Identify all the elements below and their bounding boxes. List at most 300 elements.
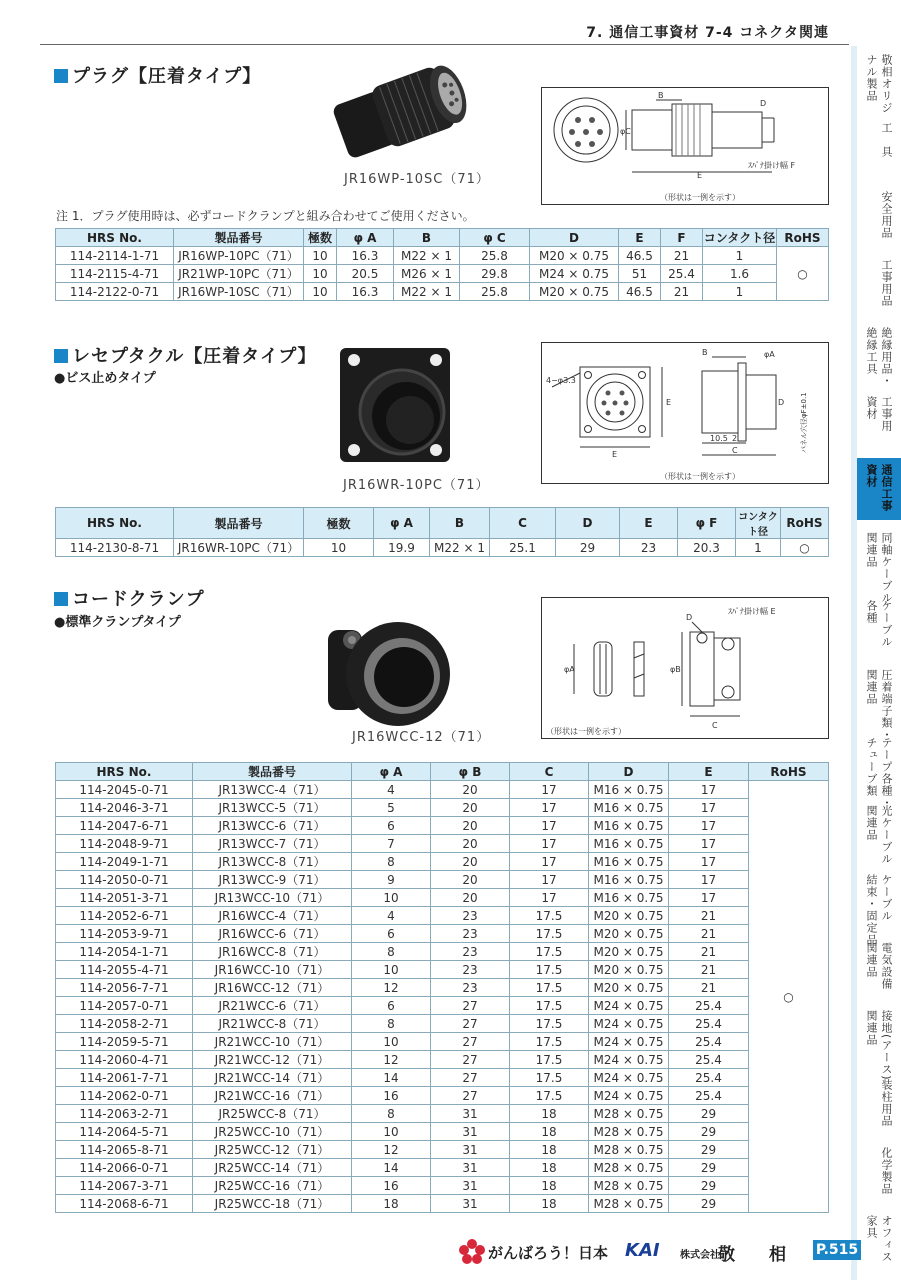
sidebar-item-label: 関連品 — [865, 532, 878, 569]
table-cell: 1.6 — [703, 265, 777, 283]
table-cell: M22 × 1 — [394, 247, 460, 265]
col-c: C — [510, 763, 589, 781]
table-cell: JR25WCC-12（71） — [193, 1141, 352, 1159]
table-row — [56, 1015, 829, 1033]
sidebar-item-label: 敬相オリジ — [880, 54, 893, 114]
sidebar-item-label: 電気設備 — [880, 941, 893, 990]
sidebar-item[interactable] — [855, 54, 899, 114]
col-product-no: 製品番号 — [193, 763, 352, 781]
svg-text:C: C — [712, 721, 718, 730]
sidebar-item-label: オフィス — [880, 1215, 893, 1264]
clamp-photo-caption: JR16WCC-12（71） — [352, 730, 491, 745]
table-cell: 4 — [352, 781, 431, 799]
sidebar-item-label: 結束・固定品 — [865, 873, 878, 946]
table-cell: JR13WCC-10（71） — [193, 889, 352, 907]
table-row — [56, 1141, 829, 1159]
table-cell: 114-2048-9-71 — [56, 835, 193, 853]
table-cell: 114-2053-9-71 — [56, 925, 193, 943]
sidebar-item-label: テープ各種・ — [880, 737, 893, 809]
table-row — [56, 925, 829, 943]
table-cell: 17 — [669, 817, 749, 835]
table-cell: JR21WP-10PC（71） — [174, 265, 304, 283]
table-cell: 114-2052-6-71 — [56, 907, 193, 925]
col-product-no: 製品番号 — [174, 229, 304, 247]
sidebar-item-label: 絶縁工具 — [865, 327, 878, 376]
table-row — [56, 961, 829, 979]
table-cell: M16 × 0.75 — [589, 871, 669, 889]
rohs-cell: ○ — [777, 247, 829, 301]
table-cell: JR13WCC-4（71） — [193, 781, 352, 799]
svg-text:B: B — [658, 91, 664, 100]
col-e: E — [669, 763, 749, 781]
table-cell: 17.5 — [510, 1015, 589, 1033]
table-cell: 27 — [431, 1015, 510, 1033]
table-cell: JR16WCC-6（71） — [193, 925, 352, 943]
table-cell: M28 × 0.75 — [589, 1177, 669, 1195]
category-sidebar — [851, 46, 901, 1280]
sidebar-item[interactable] — [855, 259, 899, 319]
table-cell: 9 — [352, 871, 431, 889]
table-cell: 27 — [431, 1087, 510, 1105]
svg-text:10.5: 10.5 — [710, 434, 728, 443]
sidebar-item-label: ケーブル — [880, 873, 893, 922]
cherry-blossom-icon — [458, 1238, 486, 1266]
col-rohs: RoHS — [749, 763, 829, 781]
receptacle-shape-note: （形状は一例を示す） — [660, 472, 740, 481]
table-cell: M16 × 0.75 — [589, 835, 669, 853]
sidebar-item-label: 関連品 — [865, 941, 878, 978]
sidebar-item[interactable] — [855, 1010, 899, 1081]
sidebar-item-label: 光ケーブル — [880, 805, 893, 866]
table-cell: JR21WCC-12（71） — [193, 1051, 352, 1069]
sidebar-item-label: 通信工事 — [880, 463, 893, 512]
table-cell: M24 × 0.75 — [589, 1087, 669, 1105]
table-cell: 17.5 — [510, 1069, 589, 1087]
table-cell: 17.5 — [510, 1051, 589, 1069]
svg-text:E: E — [666, 398, 672, 407]
table-cell: JR21WCC-14（71） — [193, 1069, 352, 1087]
table-cell: 20 — [431, 871, 510, 889]
table-cell: JR13WCC-6（71） — [193, 817, 352, 835]
table-cell: 12 — [352, 979, 431, 997]
table-cell: 51 — [619, 265, 661, 283]
table-cell: 20 — [431, 781, 510, 799]
col-rohs: RoHS — [777, 229, 829, 247]
table-cell: M22 × 1 — [394, 283, 460, 301]
table-cell: 114-2065-8-71 — [56, 1141, 193, 1159]
sidebar-item[interactable] — [855, 122, 899, 182]
sidebar-item-label: 同軸ケーブル — [880, 532, 893, 605]
table-cell: 17 — [510, 799, 589, 817]
table-cell: JR16WR-10PC（71） — [174, 539, 304, 557]
table-row — [56, 889, 829, 907]
sidebar-item-label: 各種 — [865, 600, 878, 625]
table-cell: M16 × 0.75 — [589, 853, 669, 871]
table-cell: M16 × 0.75 — [589, 781, 669, 799]
table-cell: 114-2059-5-71 — [56, 1033, 193, 1051]
table-cell: 114-2058-2-71 — [56, 1015, 193, 1033]
table-cell: 114-2047-6-71 — [56, 817, 193, 835]
table-cell: JR13WCC-9（71） — [193, 871, 352, 889]
table-cell: M24 × 0.75 — [589, 1015, 669, 1033]
plug-dimension-diagram — [541, 87, 829, 205]
table-cell: JR25WCC-14（71） — [193, 1159, 352, 1177]
col-d: D — [589, 763, 669, 781]
table-cell: 16.3 — [337, 283, 394, 301]
sidebar-item[interactable] — [855, 396, 899, 456]
col-phi-a: φ A — [337, 229, 394, 247]
table-cell: 25.4 — [669, 997, 749, 1015]
table-cell: 20.3 — [678, 539, 736, 557]
sidebar-item-label: 圧着端子類・ — [880, 668, 893, 741]
table-cell: 18 — [352, 1195, 431, 1213]
table-cell: JR13WCC-7（71） — [193, 835, 352, 853]
table-cell: 8 — [352, 1015, 431, 1033]
svg-text:D: D — [760, 99, 767, 108]
col-rohs: RoHS — [781, 508, 829, 539]
table-cell: 114-2051-3-71 — [56, 889, 193, 907]
receptacle-photo-caption: JR16WR-10PC（71） — [343, 478, 490, 493]
table-cell: 29 — [669, 1195, 749, 1213]
plug-spec-table — [55, 228, 829, 301]
table-cell: 17 — [669, 871, 749, 889]
table-cell: 114-2063-2-71 — [56, 1105, 193, 1123]
table-row — [56, 835, 829, 853]
sidebar-item[interactable] — [855, 327, 899, 387]
square-bullet-icon — [54, 69, 68, 83]
table-cell: M24 × 0.75 — [589, 997, 669, 1015]
svg-text:C: C — [732, 446, 738, 455]
table-cell: 114-2062-0-71 — [56, 1087, 193, 1105]
clamp-table-header-row — [56, 763, 829, 781]
table-row — [56, 1159, 829, 1177]
col-poles: 極数 — [304, 229, 337, 247]
table-cell: 14 — [352, 1069, 431, 1087]
table-cell: M20 × 0.75 — [589, 925, 669, 943]
receptacle-photo — [330, 340, 460, 472]
plug-usage-note: 注 1．プラグ使用時は、必ずコードクランプと組み合わせてご使用ください。 — [56, 209, 475, 223]
table-cell: 17.5 — [510, 979, 589, 997]
table-row — [56, 817, 829, 835]
table-cell: 17 — [510, 853, 589, 871]
table-row — [56, 1177, 829, 1195]
table-row — [56, 1069, 829, 1087]
table-cell: 114-2055-4-71 — [56, 961, 193, 979]
table-cell: M28 × 0.75 — [589, 1123, 669, 1141]
col-poles: 極数 — [304, 508, 374, 539]
sidebar-item[interactable] — [855, 532, 899, 605]
table-cell: 12 — [352, 1141, 431, 1159]
table-row — [56, 283, 829, 301]
sidebar-item-label: 資材 — [865, 395, 878, 420]
table-cell: 114-2045-0-71 — [56, 781, 193, 799]
table-cell: 21 — [669, 979, 749, 997]
table-cell: 17 — [669, 889, 749, 907]
plug-drawing — [542, 88, 828, 204]
table-cell: 17 — [669, 799, 749, 817]
table-cell: M20 × 0.75 — [589, 943, 669, 961]
plug-table-header-row — [56, 229, 829, 247]
table-cell: JR21WCC-8（71） — [193, 1015, 352, 1033]
table-cell: 17 — [510, 781, 589, 799]
table-cell: 25.1 — [490, 539, 556, 557]
table-cell: 27 — [431, 1069, 510, 1087]
sidebar-item-label: チューブ類 — [865, 737, 878, 797]
sidebar-item-label: 化学製品 — [880, 1146, 893, 1195]
table-row — [56, 799, 829, 817]
table-cell: M20 × 0.75 — [589, 961, 669, 979]
table-cell: M16 × 0.75 — [589, 817, 669, 835]
table-cell: 6 — [352, 817, 431, 835]
table-cell: 25.8 — [460, 247, 530, 265]
table-cell: M28 × 0.75 — [589, 1105, 669, 1123]
table-cell: JR16WP-10SC（71） — [174, 283, 304, 301]
table-cell: 1 — [703, 283, 777, 301]
sidebar-item-label: 接地(アース) — [880, 1010, 893, 1081]
svg-text:φB: φB — [670, 665, 681, 674]
col-phi-f: φ F — [678, 508, 736, 539]
table-row — [56, 1123, 829, 1141]
table-cell: 114-2054-1-71 — [56, 943, 193, 961]
table-cell: 17.5 — [510, 1033, 589, 1051]
clamp-subtitle: ●標準クランプタイプ — [54, 615, 181, 630]
sidebar-item-label: 関連品 — [865, 668, 878, 705]
table-row — [56, 853, 829, 871]
receptacle-drawing — [542, 343, 828, 483]
table-cell: 14 — [352, 1159, 431, 1177]
col-c: C — [490, 508, 556, 539]
table-cell: JR21WCC-10（71） — [193, 1033, 352, 1051]
table-cell: 114-2066-0-71 — [56, 1159, 193, 1177]
table-cell: JR16WP-10PC（71） — [174, 247, 304, 265]
plug-photo — [320, 54, 480, 169]
clamp-spec-table — [55, 762, 829, 1213]
table-row — [56, 979, 829, 997]
table-cell: 20 — [431, 835, 510, 853]
table-cell: 6 — [352, 997, 431, 1015]
table-cell: 114-2050-0-71 — [56, 871, 193, 889]
sidebar-item-label: 工 具 — [880, 122, 893, 159]
table-cell: 10 — [352, 1033, 431, 1051]
table-cell: M20 × 0.75 — [530, 247, 619, 265]
table-cell: 10 — [304, 265, 337, 283]
page-number: P.515 — [813, 1240, 861, 1260]
table-cell: 17.5 — [510, 925, 589, 943]
table-row — [56, 1051, 829, 1069]
svg-text:D: D — [778, 398, 785, 407]
table-cell: 23 — [431, 907, 510, 925]
table-cell: 25.4 — [661, 265, 703, 283]
table-row — [56, 539, 829, 557]
table-row — [56, 247, 829, 265]
table-cell: 21 — [661, 247, 703, 265]
table-cell: 31 — [431, 1195, 510, 1213]
sidebar-item[interactable] — [855, 737, 899, 809]
sidebar-item[interactable] — [855, 1215, 899, 1275]
svg-text:ｽﾊﾟﾅ掛け幅 F: ｽﾊﾟﾅ掛け幅 F — [748, 161, 796, 170]
sidebar-item[interactable] — [855, 805, 899, 865]
table-cell: 12 — [352, 1051, 431, 1069]
plug-section-title: プラグ【圧着タイプ】 — [54, 62, 261, 88]
table-cell: 31 — [431, 1159, 510, 1177]
table-cell: M24 × 0.75 — [589, 1069, 669, 1087]
svg-text:パネル穴径φF±0.1: パネル穴径φF±0.1 — [800, 392, 808, 453]
table-cell: JR16WCC-12（71） — [193, 979, 352, 997]
table-cell: M28 × 0.75 — [589, 1195, 669, 1213]
svg-text:E: E — [612, 450, 618, 459]
sidebar-item[interactable] — [855, 191, 899, 251]
table-cell: ○ — [781, 539, 829, 557]
table-cell: 18 — [510, 1159, 589, 1177]
table-cell: 29 — [669, 1177, 749, 1195]
sidebar-item-label: 工事用 — [880, 395, 893, 432]
sidebar-item-label: ナル製品 — [865, 54, 878, 102]
table-cell: 7 — [352, 835, 431, 853]
table-cell: JR13WCC-5（71） — [193, 799, 352, 817]
table-cell: JR16WCC-4（71） — [193, 907, 352, 925]
table-cell: 10 — [304, 247, 337, 265]
table-cell: JR21WCC-16（71） — [193, 1087, 352, 1105]
table-cell: 17.5 — [510, 1087, 589, 1105]
table-cell: M28 × 0.75 — [589, 1159, 669, 1177]
table-cell: 114-2114-1-71 — [56, 247, 174, 265]
table-cell: JR21WCC-6（71） — [193, 997, 352, 1015]
table-cell: JR16WCC-8（71） — [193, 943, 352, 961]
table-cell: 114-2064-5-71 — [56, 1123, 193, 1141]
plug-photo-caption: JR16WP-10SC（71） — [344, 172, 490, 187]
table-cell: 25.8 — [460, 283, 530, 301]
table-cell: 29 — [669, 1105, 749, 1123]
receptacle-section-title: レセプタクル【圧着タイプ】 — [54, 342, 316, 368]
table-cell: 18 — [510, 1177, 589, 1195]
table-cell: 16.3 — [337, 247, 394, 265]
page-header-title: 7. 通信工事資材 7-4 コネクタ関連 — [586, 25, 829, 41]
table-cell: 25.4 — [669, 1069, 749, 1087]
table-cell: 23 — [431, 961, 510, 979]
table-cell: 25.4 — [669, 1051, 749, 1069]
col-phi-c: φ C — [460, 229, 530, 247]
table-cell: 29 — [669, 1141, 749, 1159]
table-cell: 5 — [352, 799, 431, 817]
table-cell: 8 — [352, 853, 431, 871]
brand-logo: KAI — [625, 1240, 660, 1261]
table-cell: 20 — [431, 799, 510, 817]
header-divider — [40, 44, 849, 45]
table-cell: 1 — [703, 247, 777, 265]
sidebar-item-label: ケーブル — [880, 600, 893, 649]
svg-text:4−φ3.3: 4−φ3.3 — [546, 376, 576, 385]
sidebar-item[interactable] — [855, 464, 899, 524]
company-prefix: 株式会社 — [680, 1250, 720, 1261]
square-bullet-icon — [54, 592, 68, 606]
table-row — [56, 1105, 829, 1123]
table-cell: 31 — [431, 1123, 510, 1141]
table-cell: 1 — [736, 539, 781, 557]
table-cell: 17 — [510, 817, 589, 835]
table-cell: 18 — [510, 1105, 589, 1123]
sidebar-item-label: 絶縁用品・ — [880, 327, 893, 388]
sidebar-item[interactable] — [855, 1147, 899, 1207]
table-cell: M20 × 0.75 — [589, 979, 669, 997]
col-e: E — [620, 508, 678, 539]
svg-text:D: D — [686, 613, 693, 622]
table-cell: 25.4 — [669, 1087, 749, 1105]
table-cell: 17 — [510, 835, 589, 853]
clamp-section-title: コードクランプ — [54, 585, 205, 611]
table-cell: 31 — [431, 1105, 510, 1123]
col-e: E — [619, 229, 661, 247]
table-cell: 27 — [431, 997, 510, 1015]
svg-text:ｽﾊﾟﾅ掛け幅 E: ｽﾊﾟﾅ掛け幅 E — [728, 607, 776, 616]
table-cell: 114-2049-1-71 — [56, 853, 193, 871]
table-row — [56, 997, 829, 1015]
table-cell: 114-2056-7-71 — [56, 979, 193, 997]
col-hrs-no: HRS No. — [56, 763, 193, 781]
table-cell: 17 — [510, 889, 589, 907]
plug-shape-note: （形状は一例を示す） — [660, 193, 740, 202]
rohs-cell: ○ — [749, 781, 829, 1213]
col-b: B — [430, 508, 490, 539]
clamp-shape-note: （形状は一例を示す） — [546, 727, 626, 736]
table-row — [56, 781, 829, 799]
table-cell: 21 — [669, 961, 749, 979]
table-row — [56, 1087, 829, 1105]
table-cell: 10 — [352, 889, 431, 907]
table-cell: 17 — [510, 871, 589, 889]
sidebar-item-label: 工事用品 — [880, 258, 893, 307]
sidebar-item-label: 安全用品 — [880, 190, 893, 239]
table-cell: M16 × 0.75 — [589, 799, 669, 817]
table-row — [56, 907, 829, 925]
table-cell: M24 × 0.75 — [589, 1033, 669, 1051]
table-cell: 114-2068-6-71 — [56, 1195, 193, 1213]
table-cell: JR25WCC-10（71） — [193, 1123, 352, 1141]
sidebar-item[interactable] — [855, 1079, 899, 1139]
table-cell: 10 — [304, 539, 374, 557]
table-cell: M24 × 0.75 — [530, 265, 619, 283]
clamp-drawing — [542, 598, 828, 738]
table-cell: 17 — [669, 853, 749, 871]
sidebar-item[interactable] — [855, 600, 899, 660]
svg-text:φA: φA — [564, 665, 575, 674]
table-cell: M26 × 1 — [394, 265, 460, 283]
table-cell: M28 × 0.75 — [589, 1141, 669, 1159]
table-row — [56, 1033, 829, 1051]
table-cell: 31 — [431, 1141, 510, 1159]
sidebar-item[interactable] — [855, 873, 899, 946]
table-cell: 23 — [431, 943, 510, 961]
table-cell: 114-2067-3-71 — [56, 1177, 193, 1195]
table-cell: 21 — [661, 283, 703, 301]
table-cell: 21 — [669, 925, 749, 943]
table-cell: JR13WCC-8（71） — [193, 853, 352, 871]
sidebar-item[interactable] — [855, 942, 899, 1002]
table-cell: 23 — [620, 539, 678, 557]
table-cell: M24 × 0.75 — [589, 1051, 669, 1069]
sidebar-item[interactable] — [855, 668, 899, 741]
table-cell: JR16WCC-10（71） — [193, 961, 352, 979]
table-cell: 17 — [669, 835, 749, 853]
table-cell: 114-2057-0-71 — [56, 997, 193, 1015]
table-cell: 10 — [304, 283, 337, 301]
table-cell: 46.5 — [619, 247, 661, 265]
col-contact-diameter: コンタクト径 — [703, 229, 777, 247]
col-product-no: 製品番号 — [174, 508, 304, 539]
col-hrs-no: HRS No. — [56, 508, 174, 539]
table-cell: JR25WCC-16（71） — [193, 1177, 352, 1195]
table-cell: M16 × 0.75 — [589, 889, 669, 907]
table-cell: 114-2061-7-71 — [56, 1069, 193, 1087]
